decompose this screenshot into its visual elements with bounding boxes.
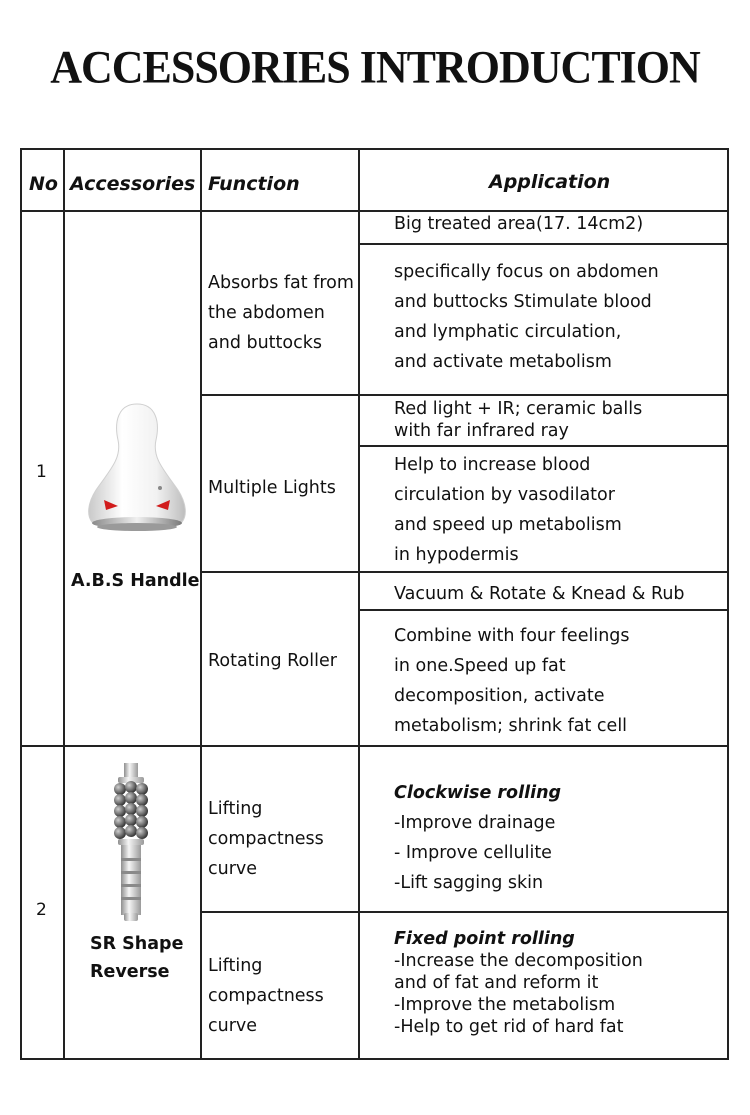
table-border-left [20, 148, 22, 1060]
app-divider-1a [358, 243, 729, 245]
accessories-table [20, 148, 729, 1060]
function-2: Multiple Lights [208, 478, 336, 498]
application-3a: Vacuum & Rotate & Knead & Rub [394, 584, 685, 604]
header-application: Application [489, 171, 611, 193]
application-1b: specifically focus on abdomen and buttocks Stimulate blood and lymphatic circulation, and activate metabolism [394, 262, 659, 372]
function-5: Lifting compactness curve [208, 956, 324, 1036]
accessory-name-2: SR Shape Reverse [90, 934, 184, 982]
application-4: Clockwise rolling -Improve drainage - Improve cellulite -Lift sagging skin [394, 783, 562, 893]
accessory-name-1: A.B.S Handle [71, 571, 200, 591]
func-divider-1 [200, 394, 729, 396]
function-3: Rotating Roller [208, 651, 337, 671]
function-4: Lifting compactness curve [208, 799, 324, 879]
table-border-top [20, 148, 729, 150]
col-divider-2 [200, 148, 202, 1060]
table-border-right [727, 148, 729, 1060]
application-1a: Big treated area(17. 14cm2) [394, 214, 644, 234]
page-title: ACCESSORIES INTRODUCTION [50, 41, 700, 94]
app-divider-2a [358, 445, 729, 447]
application-2a: Red light + IR; ceramic balls with far infrared ray [394, 399, 643, 441]
col-divider-3 [358, 148, 360, 1060]
app-divider-3a [358, 609, 729, 611]
application-5: Fixed point rolling -Increase the decomposition and of fat and reform it -Improve the metabolism -Help to get rid of hard fat [394, 929, 643, 1037]
col-divider-1 [63, 148, 65, 1060]
row-divider [20, 745, 729, 747]
application-3b: Combine with four feelings in one.Speed up fat decomposition, activate metabolism; shrink fat cell [394, 626, 630, 736]
table-border-bottom [20, 1058, 729, 1060]
header-no: No [29, 173, 58, 195]
function-1: Absorbs fat from the abdomen and buttocks [208, 273, 354, 353]
func-divider-2 [200, 571, 729, 573]
abs-handle-image [82, 400, 192, 536]
application-2b: Help to increase blood circulation by vasodilator and speed up metabolism in hypodermis [394, 455, 622, 565]
row-number-1: 1 [36, 462, 47, 482]
header-function: Function [208, 173, 300, 195]
header-accessories: Accessories [70, 173, 196, 195]
row-number-2: 2 [36, 900, 47, 920]
sr-shape-reverse-image [106, 763, 156, 923]
func-divider-4 [200, 911, 729, 913]
